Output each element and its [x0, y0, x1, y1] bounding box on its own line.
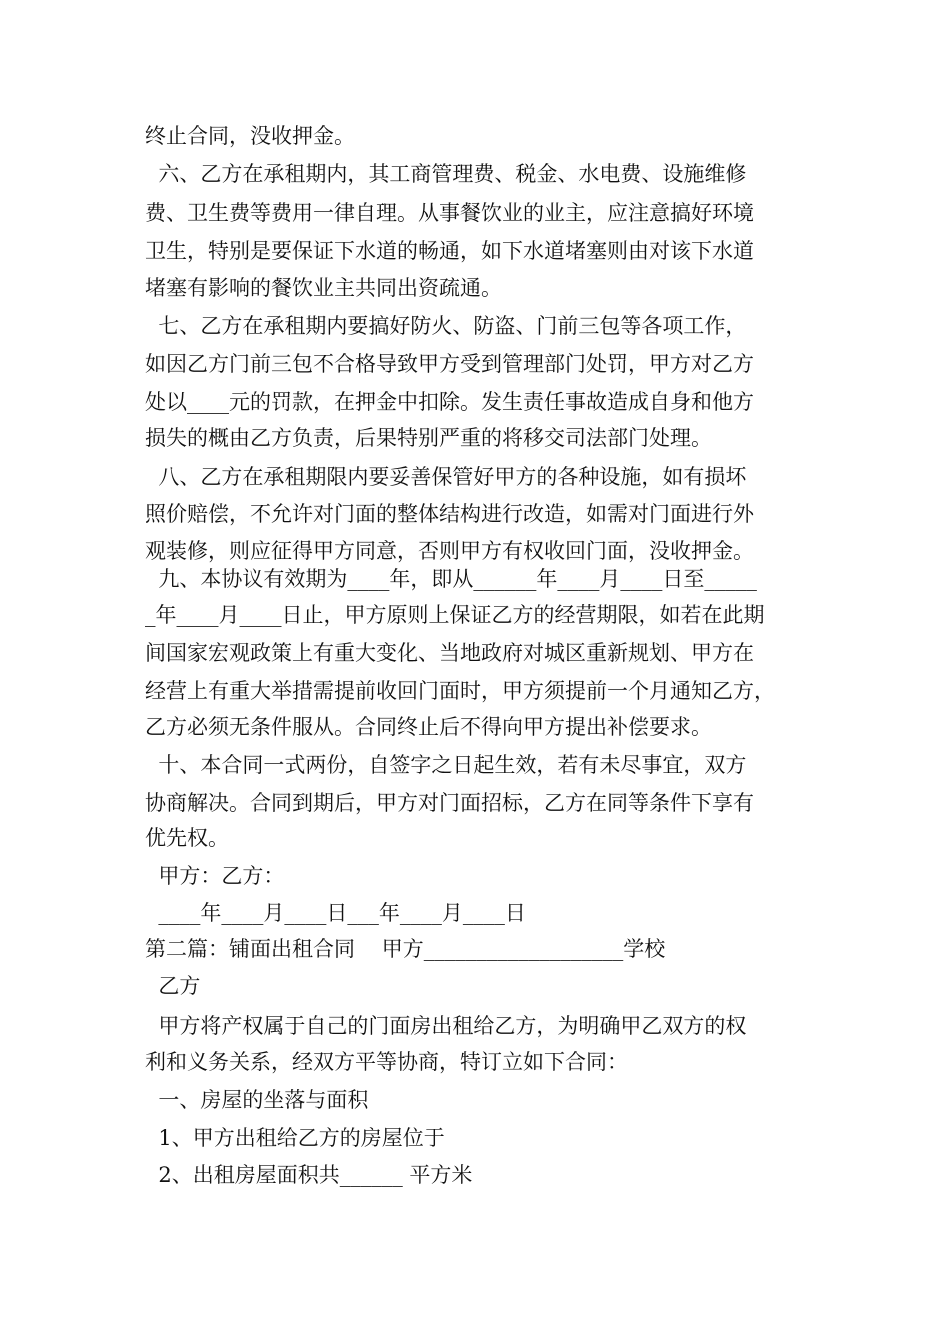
text-line: 观装修，则应征得甲方同意，否则甲方有权收回门面，没收押金。	[145, 539, 754, 563]
text-line: 十、本合同一式两份，自签字之日起生效，若有未尽事宜，双方	[145, 753, 747, 777]
text-line: 终止合同，没收押金。	[145, 124, 355, 148]
text-line: 乙方必须无条件服从。合同终止后不得向甲方提出补偿要求。	[145, 715, 712, 739]
signature-date: ____年____月____日___年____月____日	[145, 901, 526, 925]
text-line: 费、卫生费等费用一律自理。从事餐饮业的业主，应注意搞好环境	[145, 201, 754, 225]
text-line: 甲方将产权属于自己的门面房出租给乙方，为明确甲乙双方的权	[145, 1014, 747, 1038]
section-heading: 第二篇：铺面出租合同 甲方___________________学校	[145, 937, 666, 961]
text-line: 2、出租房屋面积共______ 平方米	[145, 1163, 473, 1187]
text-line: 处以____元的罚款，在押金中扣除。发生责任事故造成自身和他方	[145, 390, 754, 414]
text-line: 损失的概由乙方负责，后果特别严重的将移交司法部门处理。	[145, 426, 712, 450]
text-line: 如因乙方门前三包不合格导致甲方受到管理部门处罚，甲方对乙方	[145, 352, 754, 376]
text-line: 九、本协议有效期为____年，即从______年____月____日至_____	[145, 567, 757, 591]
text-line: 间国家宏观政策上有重大变化、当地政府对城区重新规划、甲方在	[145, 641, 754, 665]
text-line: 乙方	[145, 974, 201, 998]
text-line: 六、乙方在承租期内，其工商管理费、税金、水电费、设施维修	[145, 162, 747, 186]
text-line: 优先权。	[145, 826, 229, 850]
clause-heading: 一、房屋的坐落与面积	[145, 1088, 369, 1112]
signature-label: 甲方：乙方：	[145, 864, 285, 888]
text-line: 卫生，特别是要保证下水道的畅通，如下水道堵塞则由对该下水道	[145, 239, 754, 263]
text-line: 利和义务关系，经双方平等协商，特订立如下合同：	[145, 1050, 628, 1074]
text-line: 照价赔偿，不允许对门面的整体结构进行改造，如需对门面进行外	[145, 502, 754, 526]
text-line: 协商解决。合同到期后，甲方对门面招标，乙方在同等条件下享有	[145, 791, 754, 815]
text-line: _年____月____日止，甲方原则上保证乙方的经营期限，如若在此期	[145, 603, 765, 627]
text-line: 七、乙方在承租期内要搞好防火、防盗、门前三包等各项工作，	[145, 314, 747, 338]
text-line: 经营上有重大举措需提前收回门面时，甲方须提前一个月通知乙方，	[145, 679, 775, 703]
text-line: 1、甲方出租给乙方的房屋位于	[145, 1126, 445, 1150]
text-line: 八、乙方在承租期限内要妥善保管好甲方的各种设施，如有损坏	[145, 465, 747, 489]
text-line: 堵塞有影响的餐饮业主共同出资疏通。	[145, 276, 502, 300]
